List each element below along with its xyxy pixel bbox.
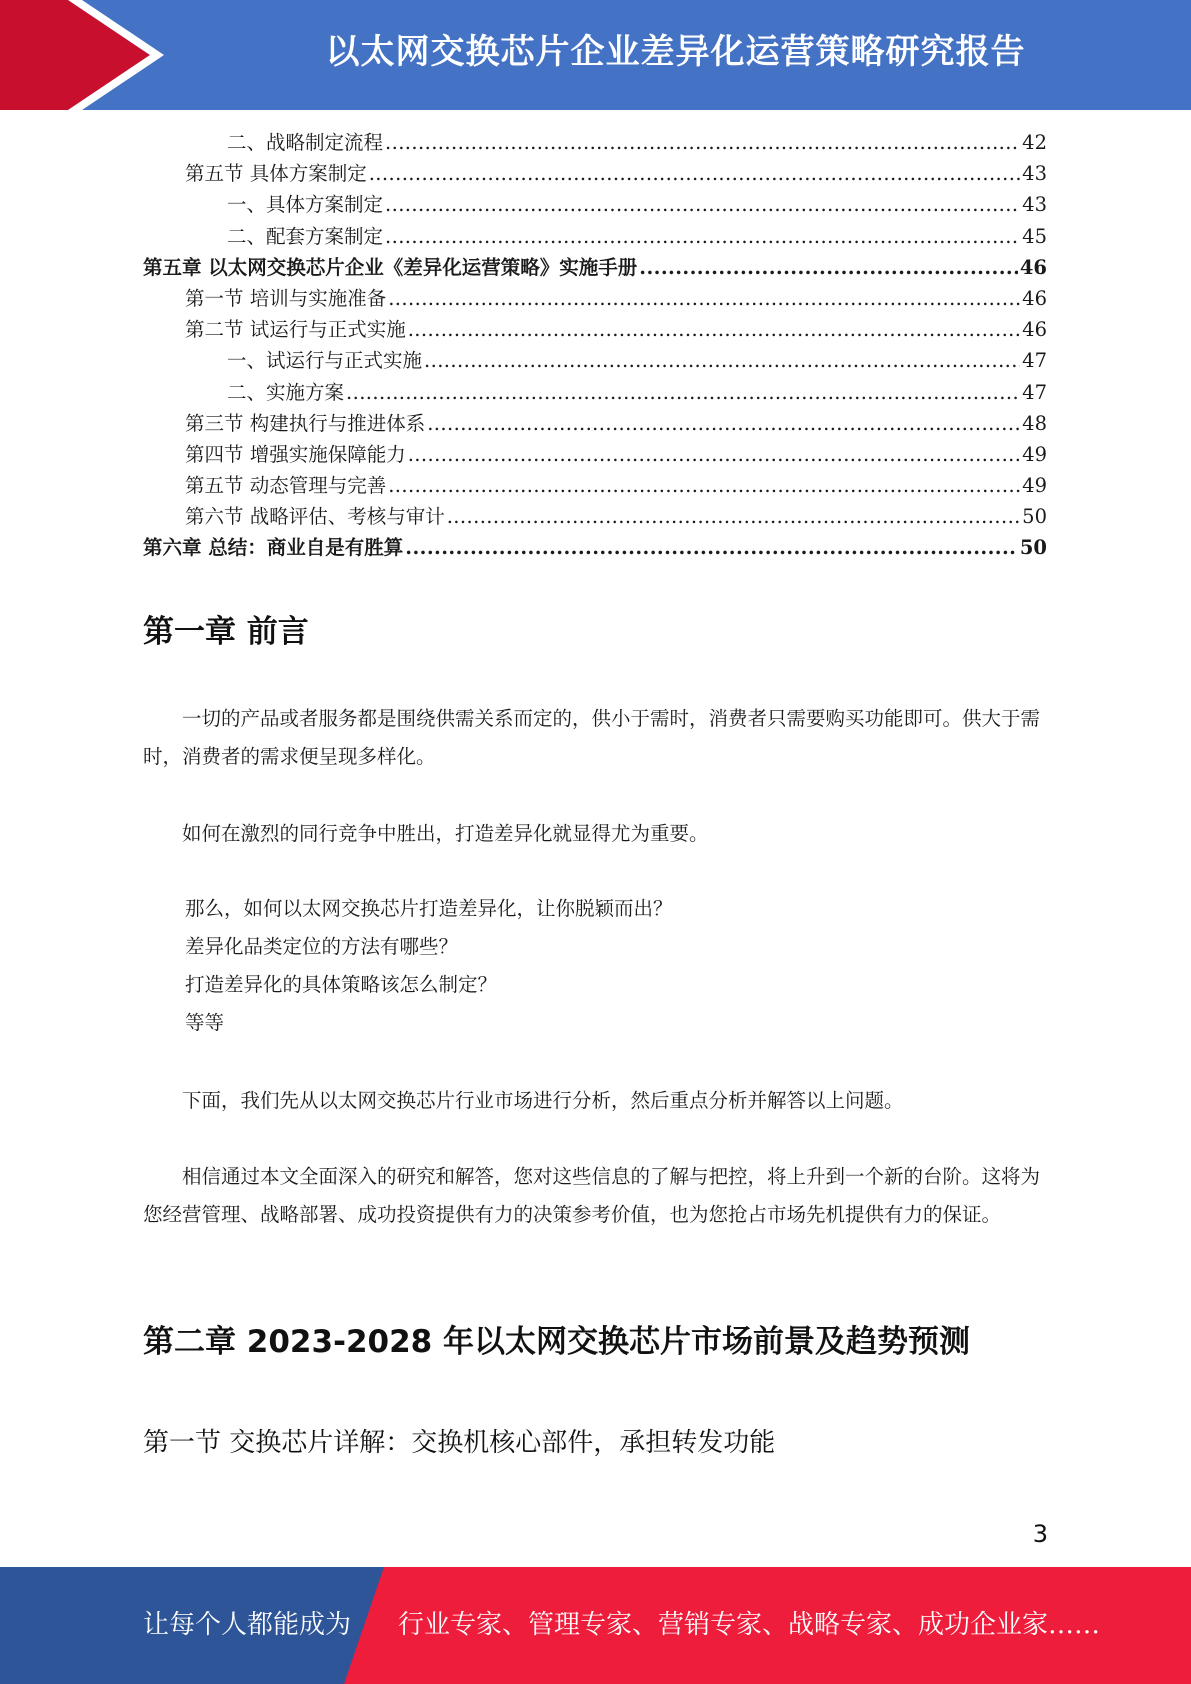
question-line: 等等	[185, 1011, 225, 1034]
toc-entry-page: 46	[1022, 318, 1047, 342]
toc-entry-page: 45	[1022, 224, 1047, 248]
toc-entry-title: 第三节 构建执行与推进体系	[185, 411, 426, 435]
chapter-1-paragraph-1	[143, 700, 1047, 776]
chapter-2-section-1-heading: 第一节 交换芯片详解：交换机核心部件，承担转发功能	[143, 1428, 776, 1458]
toc-entry[interactable]	[143, 127, 1047, 158]
question-line: 打造差异化的具体策略该怎么制定？	[185, 973, 498, 996]
question-line: 那么，如何以太网交换芯片打造差异化，让你脱颖而出？	[185, 897, 673, 920]
toc-entry-title: 第一节 培训与实施准备	[185, 286, 387, 310]
chapter-2-heading: 第二章 2023-2028 年以太网交换芯片市场前景及趋势预测	[143, 1324, 971, 1360]
toc-dot-leader	[369, 158, 1020, 189]
toc-entry-title: 二、战略制定流程	[227, 131, 384, 154]
chapter-1-paragraph-4	[143, 1158, 1047, 1234]
question-line: 差异化品类定位的方法有哪些？	[185, 935, 459, 958]
toc-entry[interactable]	[143, 532, 1047, 563]
toc-entry[interactable]	[143, 252, 1047, 283]
toc-entry[interactable]	[143, 314, 1047, 345]
toc-entry[interactable]	[143, 501, 1047, 532]
toc-entry-title: 第五章 以太网交换芯片企业《差异化运营策略》实施手册	[143, 255, 638, 279]
toc-entry-page: 43	[1022, 162, 1047, 186]
toc-dot-leader	[388, 470, 1020, 501]
toc-entry-page: 43	[1022, 193, 1047, 217]
paragraph-text: 一切的产品或者服务都是围绕供需关系而定的，供小于需时，消费者只需要购买功能即可。供大于需时，消费者的需求便呈现多样化。	[143, 707, 1041, 768]
toc-entry-title: 一、具体方案制定	[227, 193, 384, 217]
paragraph-text: 相信通过本文全面深入的研究和解答，您对这些信息的了解与把控，将上升到一个新的台阶。这将为您经营管理、战略部署、成功投资提供有力的决策参考价值，也为您抢占市场先机提供有力的保证。	[143, 1165, 1041, 1226]
paragraph-text: 下面，我们先从以太网交换芯片行业市场进行分析，然后重点分析并解答以上问题。	[182, 1089, 904, 1112]
toc-entry-title: 二、实施方案	[227, 380, 345, 404]
header-banner	[0, 0, 1191, 110]
toc-entry-title: 二、配套方案制定	[227, 224, 384, 248]
toc-entry-page: 42	[1022, 131, 1047, 154]
toc-dot-leader	[447, 501, 1020, 532]
toc-entry-page: 47	[1022, 349, 1047, 373]
table-of-contents	[143, 127, 1047, 564]
header-red-chevron	[0, 0, 170, 110]
toc-dot-leader	[639, 252, 1018, 283]
toc-entry-title: 第四节 增强实施保障能力	[185, 442, 406, 466]
toc-entry[interactable]	[143, 221, 1047, 252]
toc-entry[interactable]	[143, 189, 1047, 220]
toc-dot-leader	[424, 345, 1020, 376]
toc-dot-leader	[385, 221, 1020, 252]
toc-entry[interactable]	[143, 158, 1047, 189]
toc-dot-leader	[408, 439, 1020, 470]
toc-entry-page: 46	[1019, 255, 1047, 279]
toc-entry-page: 50	[1019, 536, 1047, 560]
toc-entry[interactable]	[143, 408, 1047, 439]
toc-entry[interactable]	[143, 439, 1047, 470]
toc-entry-title: 第六章 总结：商业自是有胜算	[143, 536, 404, 560]
report-title: 以太网交换芯片企业差异化运营策略研究报告	[325, 32, 1026, 72]
toc-entry-page: 46	[1022, 286, 1047, 310]
page-number: 3	[1032, 1520, 1048, 1548]
toc-entry[interactable]	[143, 283, 1047, 314]
toc-entry-title: 第二节 试运行与正式实施	[185, 318, 406, 342]
toc-entry-title: 第五节 动态管理与完善	[185, 474, 387, 498]
chapter-1-paragraph-3	[143, 1082, 1047, 1120]
toc-entry[interactable]	[143, 470, 1047, 501]
toc-entry-page: 48	[1022, 411, 1047, 435]
toc-dot-leader	[346, 377, 1020, 408]
paragraph-text: 如何在激烈的同行竞争中胜出，打造差异化就显得尤为重要。	[182, 822, 709, 845]
chapter-1-questions	[143, 890, 1047, 1042]
toc-entry[interactable]	[143, 345, 1047, 376]
footer-banner	[0, 1567, 1191, 1684]
toc-entry-page: 47	[1022, 380, 1047, 404]
toc-entry-title: 一、试运行与正式实施	[227, 349, 423, 373]
toc-dot-leader	[427, 408, 1020, 439]
toc-entry-title: 第五节 具体方案制定	[185, 162, 367, 186]
toc-entry[interactable]	[143, 377, 1047, 408]
toc-entry-page: 49	[1022, 442, 1047, 466]
chapter-1-heading: 第一章 前言	[143, 614, 309, 650]
toc-entry-title: 第六节 战略评估、考核与审计	[185, 505, 445, 529]
toc-dot-leader	[385, 127, 1020, 158]
toc-dot-leader	[388, 283, 1020, 314]
chapter-1-paragraph-2	[143, 815, 1047, 853]
footer-slogan-right: 行业专家、管理专家、营销专家、战略专家、成功企业家……	[398, 1610, 1101, 1640]
toc-entry-page: 50	[1022, 505, 1047, 529]
toc-entry-page: 49	[1022, 474, 1047, 498]
toc-dot-leader	[408, 314, 1020, 345]
toc-dot-leader	[405, 532, 1018, 563]
toc-dot-leader	[385, 189, 1020, 220]
footer-slogan-left: 让每个人都能成为	[143, 1610, 352, 1640]
